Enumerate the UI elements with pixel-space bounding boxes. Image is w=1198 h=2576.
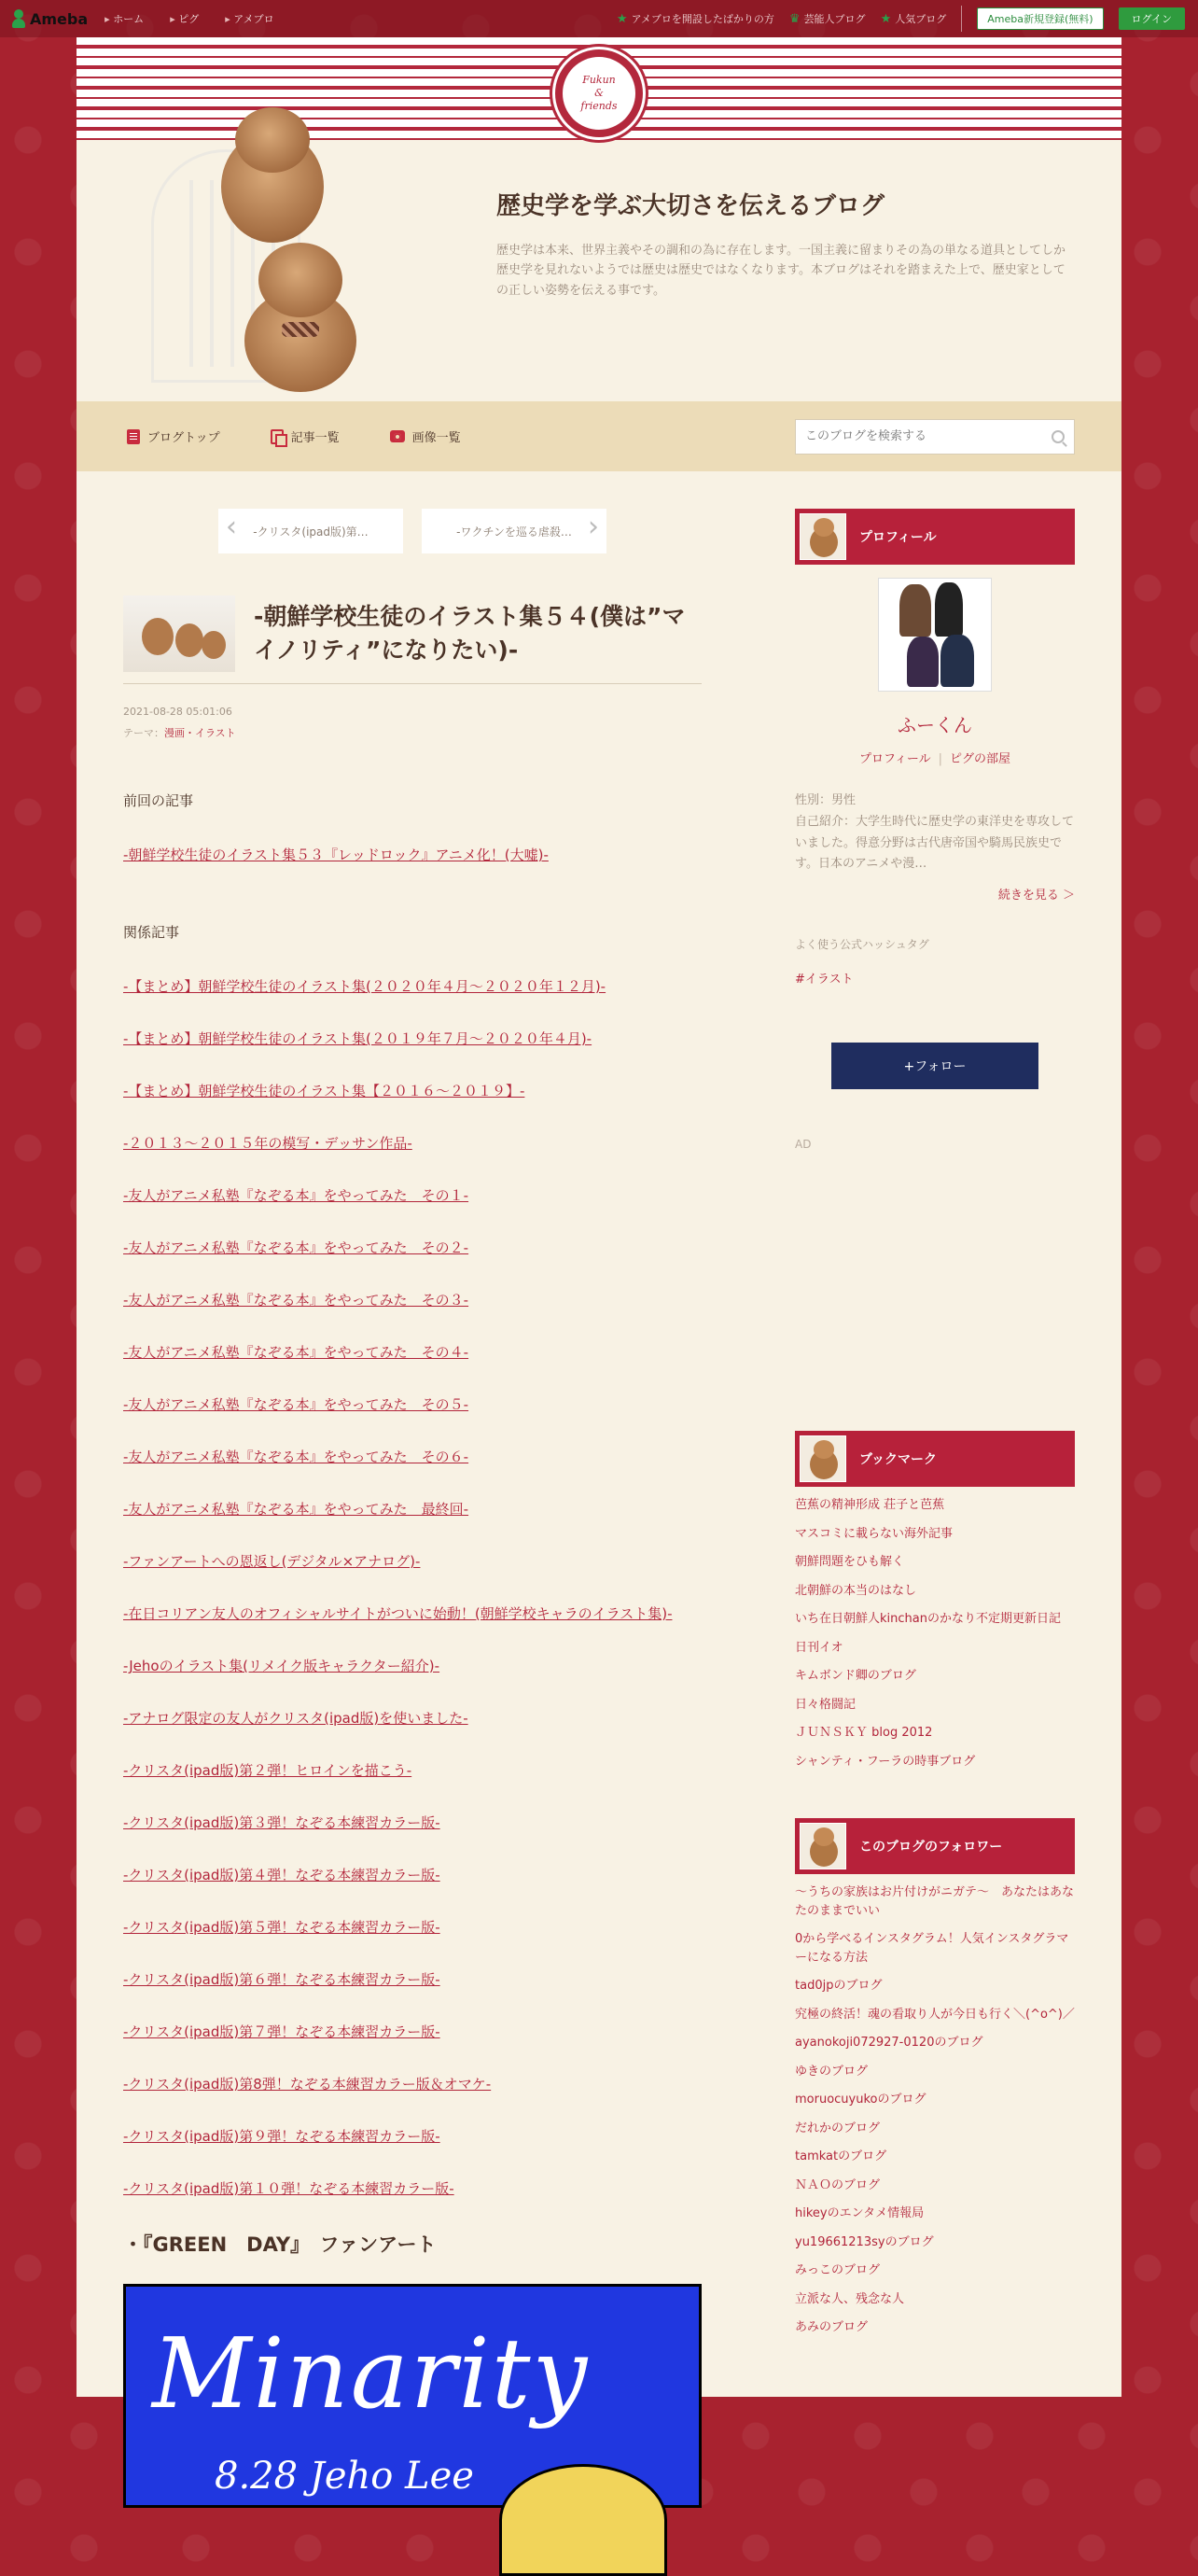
global-nav-ameblo[interactable]: ▸ アメブロ xyxy=(225,11,273,26)
related-article-link[interactable]: -友人がアニメ私塾『なぞる本』をやってみた その４- xyxy=(123,1344,469,1362)
spacer xyxy=(123,896,702,922)
blog-nav xyxy=(77,401,1121,471)
follower-link[interactable]: yu19661213syのブログ xyxy=(795,2234,934,2249)
nav-blog-top-label: ブログトップ xyxy=(147,431,220,445)
profile-person-1 xyxy=(899,584,931,637)
pigg-room-link[interactable]: ピグの部屋 xyxy=(950,752,1011,766)
fanart-script-text: Minarity xyxy=(152,2317,590,2431)
ameba-logo-text: Ameba xyxy=(30,9,89,28)
bookmark-header-title: ブックマーク xyxy=(859,1452,938,1467)
related-links xyxy=(123,975,702,2200)
fanart-character xyxy=(499,2464,667,2576)
related-article-link[interactable]: -Jehoのイラスト集(リメイク版キャラクター紹介)- xyxy=(123,1658,440,1675)
related-article-link[interactable]: -アナログ限定の友人がクリスタ(ipad版)を使いました- xyxy=(123,1710,468,1728)
related-article-link[interactable]: -クリスタ(ipad版)第8弾！なぞる本練習カラー版＆オマケ- xyxy=(123,2076,492,2093)
ad-label: AD xyxy=(795,1138,812,1151)
bookmark-list xyxy=(795,1496,1075,1771)
related-article-link[interactable]: -友人がアニメ私塾『なぞる本』をやってみた その２- xyxy=(123,1239,469,1257)
follower-link[interactable]: ayanokoji072927-0120のブログ xyxy=(795,2036,983,2050)
bookmark-link[interactable]: 朝鮮問題をひも解く xyxy=(795,1555,905,1569)
login-button[interactable]: ログイン xyxy=(1119,7,1185,30)
fukun-friends-emblem[interactable] xyxy=(552,47,646,140)
profile-description-line: 自己紹介：大学生時代に歴史学の東洋史を専攻していました。得意分野は古代唐帝国や騎馬民族史です。日本のアニメや漫… xyxy=(795,814,1075,872)
bookmark-link[interactable]: ＪＵＮＳＫＹ blog 2012 xyxy=(795,1726,933,1740)
top-link-celebrity-label: 芸能人ブログ xyxy=(803,13,866,25)
follower-link[interactable]: 立派な人、残念な人 xyxy=(795,2291,905,2306)
related-article-link[interactable]: -クリスタ(ipad版)第５弾！なぞる本練習カラー版- xyxy=(123,1919,440,1937)
related-article-link[interactable]: -在日コリアン友人のオフィシャルサイトがついに始動！(朝鮮学校キャラのイラスト集)- xyxy=(123,1605,673,1623)
followers-list xyxy=(795,1883,1075,2337)
hashtag-label: よく使う公式ハッシュタグ xyxy=(795,938,929,951)
followers-header-title: このブログのフォロワー xyxy=(859,1840,1003,1855)
fanart-image[interactable] xyxy=(123,2284,702,2508)
related-article-link[interactable]: -ファンアートへの恩返し(デジタル×アナログ)- xyxy=(123,1553,421,1571)
related-article-link[interactable]: -クリスタ(ipad版)第２弾！ヒロインを描こう- xyxy=(123,1762,412,1780)
article-column xyxy=(123,509,702,2508)
related-article-link[interactable]: -クリスタ(ipad版)第６弾！なぞる本練習カラー版- xyxy=(123,1971,440,1989)
star-icon: ★ xyxy=(880,11,892,26)
follower-link[interactable]: 0から学べるインスタグラム！人気インスタグラマーになる方法 xyxy=(795,1932,1069,1965)
emblem-inner xyxy=(563,57,635,130)
bookmark-link[interactable]: 芭蕉の精神形成 荘子と芭蕉 xyxy=(795,1498,945,1512)
global-nav-home[interactable]: ▸ ホーム xyxy=(104,11,144,26)
related-article-link[interactable]: -友人がアニメ私塾『なぞる本』をやってみた その６- xyxy=(123,1449,469,1466)
follower-link[interactable]: moruocuyukoのブログ xyxy=(795,2093,926,2107)
register-button[interactable]: Ameba新規登録(無料) xyxy=(977,7,1103,30)
bookmark-link[interactable]: いち在日朝鮮人kinchanのかなり不定期更新日記 xyxy=(795,1612,1061,1626)
thumb-bear-2 xyxy=(175,623,203,657)
profile-person-3 xyxy=(907,637,939,687)
crown-icon: ♛ xyxy=(788,11,801,26)
thumb-bear-3 xyxy=(202,631,226,659)
follower-link[interactable]: だれかのブログ xyxy=(795,2121,881,2135)
follower-link[interactable]: みっこのブログ xyxy=(795,2263,881,2277)
read-more-link[interactable]: 続きを見る ＞ xyxy=(997,889,1075,903)
followers-header xyxy=(795,1818,1075,1874)
fanart-signature: 8.28 Jeho Lee xyxy=(215,2455,474,2499)
related-article-link[interactable]: -クリスタ(ipad版)第３弾！なぞる本練習カラー版- xyxy=(123,1814,440,1832)
teddy-bear-top-head xyxy=(235,107,310,173)
bear-avatar xyxy=(800,513,846,560)
bookmark-link[interactable]: 日刊イオ xyxy=(795,1640,843,1655)
article-theme xyxy=(123,722,702,744)
bookmark-link[interactable]: マスコミに載らない海外記事 xyxy=(795,1526,954,1541)
article-body xyxy=(123,791,702,2508)
profile-person-4 xyxy=(940,635,974,687)
bookmark-link[interactable]: 北朝鮮の本当のはなし xyxy=(795,1583,917,1598)
bookmark-header xyxy=(795,1431,1075,1487)
top-link-beginner-label: アメブロを開設したばかりの方 xyxy=(631,13,774,25)
bookmark-link[interactable]: 日々格闘記 xyxy=(795,1697,857,1712)
related-article-link[interactable]: -クリスタ(ipad版)第７弾！なぞる本練習カラー版- xyxy=(123,2023,440,2041)
related-label: 関係記事 xyxy=(123,924,180,942)
article-title[interactable]: -朝鮮学校生徒のイラスト集５４(僕は”マイノリティ”になりたい)- xyxy=(254,602,686,664)
star-icon: ★ xyxy=(616,11,628,26)
related-article-link[interactable]: -クリスタ(ipad版)第９弾！なぞる本練習カラー版- xyxy=(123,2128,440,2146)
ribbon-bow xyxy=(282,322,319,337)
nav-entry-list-label: 記事一覧 xyxy=(290,431,340,445)
follow-button[interactable]: +フォロー xyxy=(831,1043,1038,1089)
ad-slot xyxy=(795,1151,1075,1431)
related-article-link[interactable]: -【まとめ】朝鮮学校生徒のイラスト集【２０１６～２０１９】- xyxy=(123,1083,525,1100)
article-date: 2021-08-28 05:01:06 xyxy=(123,706,232,718)
follower-link[interactable]: ＮＡＯのブログ xyxy=(795,2177,881,2192)
related-article-link[interactable]: -２０１３～２０１５年の模写・デッサン作品- xyxy=(123,1135,412,1153)
bookmark-link[interactable]: キムボンド卿のブログ xyxy=(795,1669,916,1683)
ameba-logo[interactable] xyxy=(11,9,88,28)
profile-header xyxy=(795,509,1075,565)
global-nav xyxy=(104,11,273,26)
profile-description-line: 性別：男性 xyxy=(795,793,857,807)
nav-image-list[interactable] xyxy=(390,427,461,445)
bookmark-link[interactable]: シャンティ・フーラの時事ブログ xyxy=(795,1754,976,1769)
entry-pager xyxy=(123,509,702,553)
article-theme-label: テーマ： xyxy=(123,727,164,740)
profile-person-2 xyxy=(935,582,963,637)
related-article-link[interactable]: -友人がアニメ私塾『なぞる本』をやってみた その５- xyxy=(123,1396,469,1414)
article-thumbnail xyxy=(123,595,235,672)
blog-description: 歴史学は本来、世界主義やその調和の為に存在します。一国主義に留まりその為の単なる道具としてしか歴史学を見れないようでは歴史は歴史ではなくなります。本ブログはそれを踏まえた上で、歴史家としての正しい姿勢を伝える事です。 xyxy=(496,244,1066,298)
top-link-popular-label: 人気ブログ xyxy=(895,13,947,25)
blog-container xyxy=(77,37,1121,2499)
sidebar xyxy=(795,509,1075,2347)
related-article-link[interactable]: -友人がアニメ私塾『なぞる本』をやってみた その１- xyxy=(123,1187,469,1205)
nav-entry-list[interactable] xyxy=(271,427,340,445)
follower-link[interactable]: ～うちの家族はお片付けがニガテ～ あなたはあなたのままでいい xyxy=(795,1885,1075,1918)
top-link-celebrity[interactable] xyxy=(789,11,866,26)
emblem-line-3: friends xyxy=(580,100,618,113)
documents-icon xyxy=(271,429,284,444)
teddy-bears-image xyxy=(132,112,412,401)
article-theme-link[interactable]: 漫画・イラスト xyxy=(164,727,236,740)
profile-header-title: プロフィール xyxy=(859,530,937,545)
nav-image-list-label: 画像一覧 xyxy=(411,431,461,445)
top-link-popular[interactable] xyxy=(881,11,947,26)
article-meta xyxy=(123,701,702,744)
camera-icon xyxy=(390,430,405,442)
profile-links-separator: | xyxy=(938,752,943,766)
article-header xyxy=(123,595,702,684)
prev-article-link[interactable]: -朝鮮学校生徒のイラスト集５３『レッドロック』アニメ化！(大嘘)- xyxy=(123,847,549,864)
related-article-link[interactable]: -【まとめ】朝鮮学校生徒のイラスト集(２０１９年７月～２０２０年４月)- xyxy=(123,1030,592,1048)
global-nav-pigg[interactable]: ▸ ピグ xyxy=(170,11,199,26)
document-icon xyxy=(127,429,140,444)
bear-avatar xyxy=(800,1435,846,1482)
follower-link[interactable]: あみのブログ xyxy=(795,2320,869,2334)
fanart-heading: ・『GREEN DAY』 ファンアート xyxy=(123,2233,437,2257)
bear-avatar xyxy=(800,1823,846,1869)
related-article-link[interactable]: -クリスタ(ipad版)第４弾！なぞる本練習カラー版- xyxy=(123,1867,440,1884)
prev-entry-button[interactable]: ‹ -クリスタ(ipad版)第… xyxy=(218,509,403,553)
topbar-divider xyxy=(961,6,962,32)
emblem-line-1: Fukun xyxy=(582,73,616,86)
blog-search xyxy=(795,419,1075,455)
profile-description xyxy=(795,791,1075,875)
profile-links xyxy=(795,749,1075,766)
related-article-link[interactable]: -クリスタ(ipad版)第１０弾！なぞる本練習カラー版- xyxy=(123,2180,454,2198)
search-icon[interactable] xyxy=(1052,430,1065,443)
blog-title[interactable]: 歴史学を学ぶ大切さを伝えるブログ xyxy=(496,192,885,220)
profile-link[interactable]: プロフィール xyxy=(858,752,931,766)
emblem-line-2: & xyxy=(594,86,604,99)
nav-blog-top[interactable] xyxy=(127,427,220,445)
follower-link[interactable]: tamkatのブログ xyxy=(795,2149,887,2163)
related-article-link[interactable]: -友人がアニメ私塾『なぞる本』をやってみた その３- xyxy=(123,1292,469,1309)
hashtag-link[interactable]: #イラスト xyxy=(795,973,854,987)
follower-link[interactable]: ゆきのブログ xyxy=(795,2064,869,2079)
ameba-logo-icon xyxy=(11,9,26,28)
next-entry-button[interactable]: -ワクチンを巡る虐殺… › xyxy=(422,509,606,553)
related-article-link[interactable]: -【まとめ】朝鮮学校生徒のイラスト集(２０２０年４月～２０２０年１２月)- xyxy=(123,978,606,996)
profile-name[interactable]: ふーくん xyxy=(898,714,972,736)
follower-link[interactable]: 究極の終活！魂の看取り人が今日も行く＼(^o^)／ xyxy=(795,2007,1075,2022)
blog-header xyxy=(77,37,1121,401)
prev-article-label: 前回の記事 xyxy=(123,792,194,810)
ameba-topbar xyxy=(0,0,1198,37)
thumb-bear-1 xyxy=(142,618,174,655)
follower-link[interactable]: tad0jpのブログ xyxy=(795,1979,883,1993)
follower-link[interactable]: hikeyのエンタメ情報局 xyxy=(795,2206,925,2220)
related-article-link[interactable]: -友人がアニメ私塾『なぞる本』をやってみた 最終回- xyxy=(123,1501,469,1519)
top-link-beginner[interactable] xyxy=(617,11,774,26)
spacer xyxy=(795,1781,1075,1818)
blog-search-input[interactable] xyxy=(805,429,1052,443)
teddy-bear-bottom-head xyxy=(258,243,342,317)
topbar-right xyxy=(617,6,1185,32)
profile-photo[interactable] xyxy=(878,578,992,692)
